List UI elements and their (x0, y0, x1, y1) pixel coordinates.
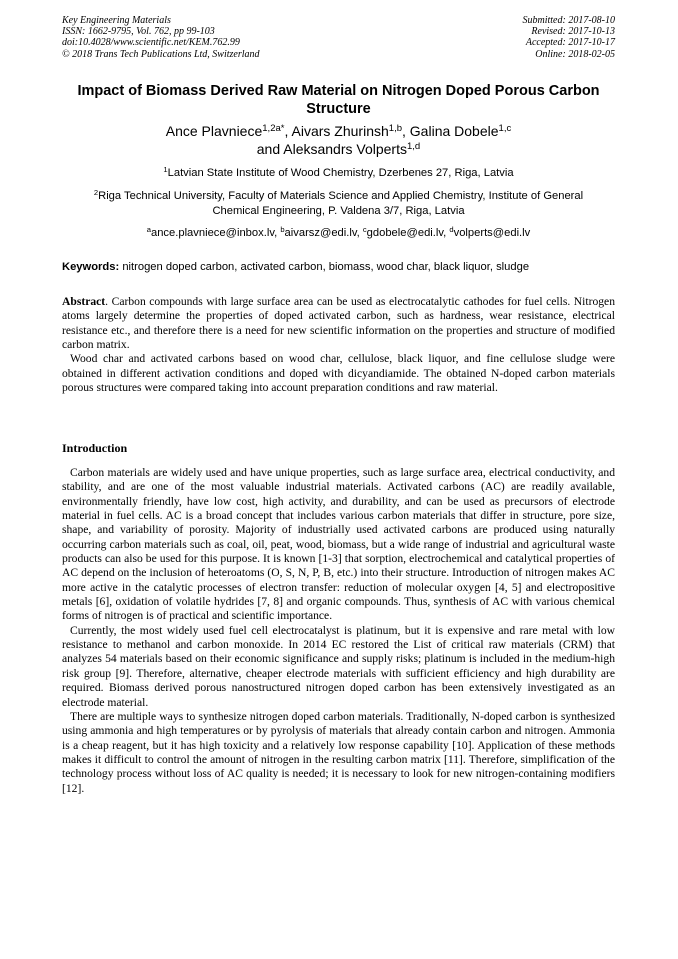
author-conjunction: and (256, 141, 281, 157)
copyright-line: © 2018 Trans Tech Publications Ltd, Switzerland (62, 48, 260, 60)
affiliation-text: Riga Technical University, Faculty of Materials Science and Applied Chemistry, Institute of General Chemical Engineering, P. Valdena 3/7, Riga, Latvia (98, 190, 584, 217)
affiliation-1 (62, 166, 615, 181)
issn-line: ISSN: 1662-9795, Vol. 762, pp 99-103 (62, 26, 215, 38)
affiliation-text: Latvian State Institute of Wood Chemistry, Dzerbenes 27, Riga, Latvia (167, 167, 514, 179)
introduction-section (62, 466, 615, 796)
revised-date: Revised: 2017-10-13 (531, 26, 615, 38)
abstract-section (62, 295, 615, 395)
keywords-label: Keywords: (62, 261, 120, 273)
author-affiliation-marker: 1,b (388, 122, 403, 134)
email-address[interactable]: gdobele@edi.lv (366, 227, 444, 239)
abstract-label: Abstract (62, 295, 106, 308)
email-marker: d (449, 224, 454, 234)
email-marker: a (146, 224, 151, 234)
introduction-heading: Introduction (62, 441, 128, 455)
online-date: Online: 2018-02-05 (535, 48, 615, 60)
keywords-text: nitrogen doped carbon, activated carbon, biomass, wood char, black liquor, sludge (122, 261, 530, 273)
email-marker: c (362, 224, 367, 234)
author-affiliation-marker: 1,c (498, 122, 512, 134)
paper-title: Impact of Biomass Derived Raw Material on Nitrogen Doped Porous Carbon Structure (77, 83, 600, 117)
submitted-date: Submitted: 2017-08-10 (522, 15, 615, 26)
abstract-paragraph (62, 295, 615, 352)
doi-line: doi:10.4028/www.scientific.net/KEM.762.99 (62, 37, 240, 49)
email-address[interactable]: aivarsz@edi.lv (284, 227, 357, 239)
author-name: Ance Plavniece (165, 123, 263, 139)
abstract-text: . Carbon compounds with large surface area can be used as electrocatalytic cathodes for fuel cells. Nitrogen atoms largely determine the properties of doped activated carbon, such as hardness, wear resistance, electrical resistance etc., and therefore there is a need for new scientific information on the properties and structure of modified carbon matrix. (62, 295, 615, 352)
affiliation-marker: 1 (163, 164, 168, 174)
body-paragraph: Carbon materials are widely used and have unique properties, such as large surface area, electrical conductivity, and stability, and are one of the most valuable industrial materials. Activated carbons (AC) are readily available, environmentally friendly, have low cost, high activity, and durability, and can be used as precursors of electrode material in fuel cells. AC is a broad concept that includes various carbon materials that differ in structure, pore size, shape, and variability of porosity. Majority of industrially used activated carbons are produced using naturally occurring carbon materials such as coal, oil, peat, wood, biomass, but a wide range of industrial and agricultural waste products can also be used for this purpose. It is known [1-3] that sorption, electrochemical and catalytical properties of AC depend on the inclusion of heteroatoms (O, S, N, P, B, etc.) into their structure. Introduction of nitrogen makes AC more active in the catalytic processes of electron transfer: reduction of molecular oxygen [4, 5] and electropositive metals [6], oxidation of volatile hydrides [7, 8] and organic compounds. Thus, synthesis of AC with various chemical forms of nitrogen is of practical and scientific importance. (62, 466, 615, 623)
keywords-line (62, 260, 615, 274)
journal-name: Key Engineering Materials (62, 15, 171, 26)
body-paragraph: There are multiple ways to synthesize nitrogen doped carbon materials. Traditionally, N-doped carbon is synthesized using ammonia and high temperatures or by pyrolysis of materials that already contain carbon and nitrogen. Ammonia is a cheap reagent, but it has high toxicity and a relatively low response capability [10]. Application of these methods makes it difficult to control the amount of nitrogen in the resulting carbon matrix [11]. Therefore, simplification of the technology process without loss of AC quality is needed; it is necessary to look for new nitrogen-containing modifiers [12]. (62, 709, 615, 795)
email-marker: b (280, 224, 285, 234)
journal-info (62, 15, 260, 60)
affiliation-marker: 2 (93, 187, 99, 197)
author-affiliation-marker: 1,2a* (262, 122, 285, 134)
author-name: Aivars Zhurinsh (291, 123, 389, 139)
author-name: Aleksandrs Volperts (283, 141, 407, 157)
abstract-paragraph: Wood char and activated carbons based on wood char, cellulose, black liquor, and fine cellulose sludge were obtained in different activation conditions and doped with dicyandiamide. The obtained N-doped carbon materials porous structures were compared taking into account preparation conditions and raw material. (62, 352, 615, 395)
email-address[interactable]: volperts@edi.lv (453, 227, 531, 239)
email-address[interactable]: ance.plavniece@inbox.lv (150, 227, 275, 239)
publication-dates (523, 15, 616, 60)
affiliation-2 (86, 189, 591, 219)
body-paragraph: Currently, the most widely used fuel cell electrocatalyst is platinum, but it is expensive and rare metal with low resistance to methanol and carbon monoxide. In 2014 EC restored the List of critical raw materials (CRM) that analyzes 54 materials based on their economic significance and supply risks; platinum is included in the medium-high risk group [9]. Therefore, alternative, cheaper electrode materials with sufficient efficiency and high durability are required. Biomass derived porous nanostructured nitrogen doped carbon has been extensively investigated as an electrode material. (62, 623, 615, 709)
accepted-date: Accepted: 2017-10-17 (525, 37, 615, 49)
author-name: Galina Dobele (409, 123, 499, 139)
email-list: $^a$ance.plavniece@inbox.lv, $^b$aivarsz@edi.lv, $^c$gdobele@edi.lv, $^d$volperts@edi.lv (146, 224, 531, 239)
author-list: Ance Plavniece$^{1,2a*}$, Aivars Zhurinsh$^{1,b}$, Galina Dobele$^{1,c}$ and Aleksandrs Volperts$^{1,d}$ (165, 122, 512, 157)
author-affiliation-marker: 1,d (406, 140, 421, 152)
